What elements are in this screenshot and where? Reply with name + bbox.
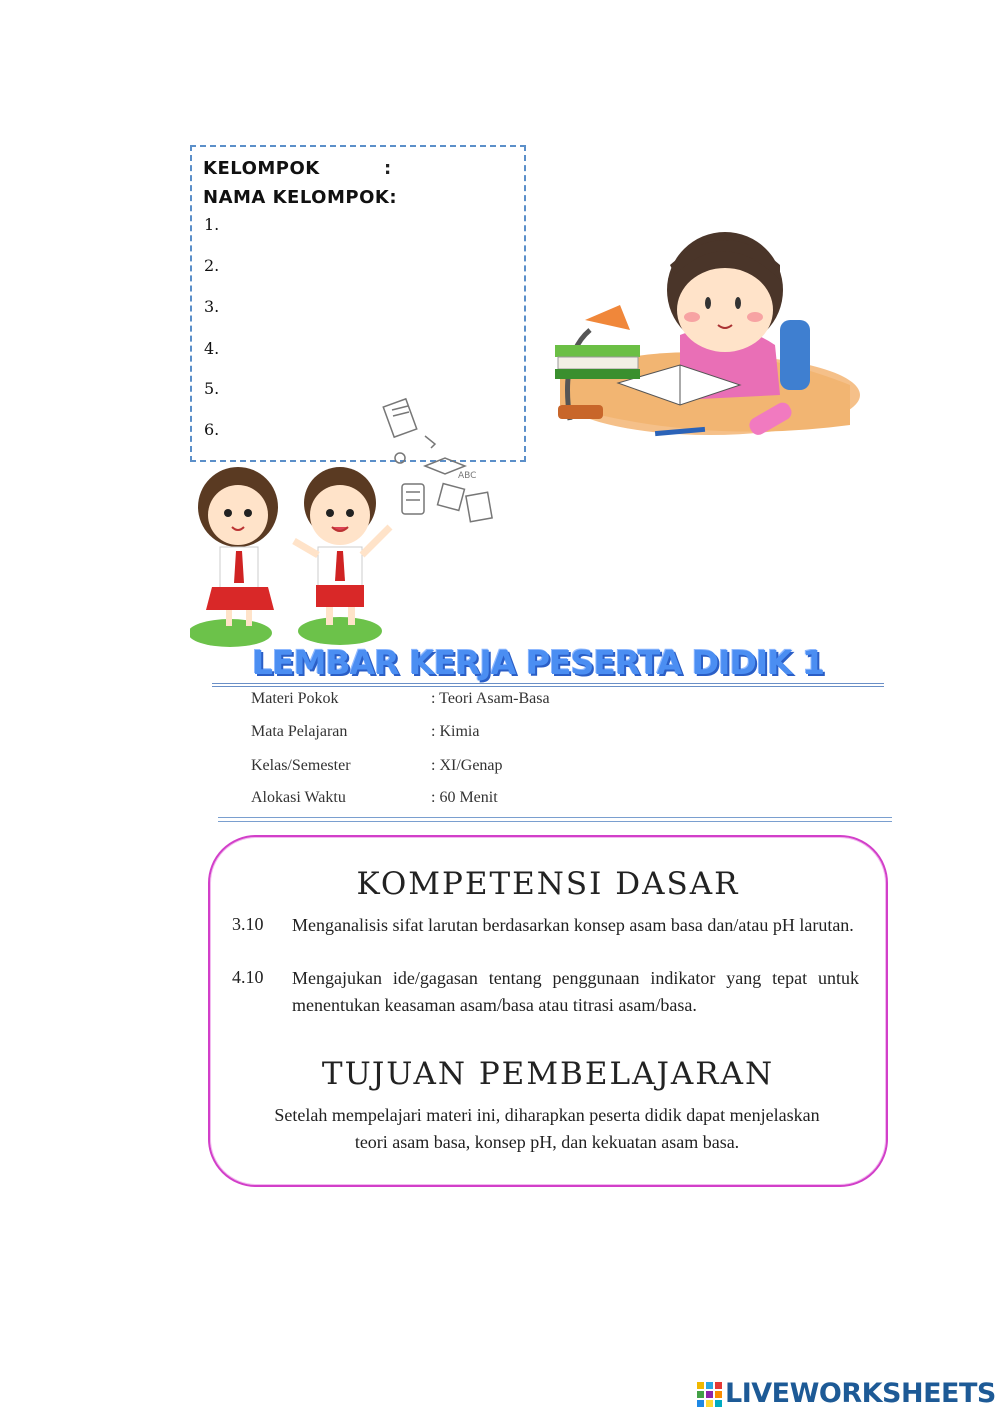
kd-text: Mengajukan ide/gagasan tentang penggunaan indikator yang tepat untuk menentukan keasaman asam/basa atau titrasi asam/basa. <box>292 968 859 1015</box>
member-number: 1. <box>204 215 220 234</box>
title-divider <box>212 686 884 687</box>
member-number: 6. <box>204 420 220 439</box>
member-number: 5. <box>204 379 220 398</box>
title-divider <box>212 683 884 684</box>
liveworksheets-logo-icon <box>697 1382 723 1408</box>
students-waving-illustration <box>190 455 400 650</box>
info-divider <box>218 817 892 818</box>
info-label: Alokasi Waktu <box>251 789 346 806</box>
kompetensi-heading: KOMPETENSI DASAR <box>356 866 740 902</box>
info-label: Kelas/Semester <box>251 757 351 774</box>
kd-text: Menganalisis sifat larutan berdasarkan konsep asam basa dan/atau pH larutan. <box>292 915 854 935</box>
liveworksheets-brand[interactable]: LIVEWORKSHEETS <box>725 1378 996 1409</box>
tujuan-text-line2: teori asam basa, konsep pH, dan kekuatan asam basa. <box>354 1132 740 1152</box>
svg-text:ABC: ABC <box>458 471 477 481</box>
member-number: 2. <box>204 256 220 275</box>
kd-number: 3.10 <box>232 914 264 934</box>
info-divider <box>218 821 892 822</box>
info-label: Materi Pokok <box>251 690 339 707</box>
info-value: : XI/Genap <box>431 757 503 774</box>
student-studying-illustration <box>530 205 860 445</box>
kd-number: 4.10 <box>232 967 264 987</box>
info-value: : 60 Menit <box>431 789 498 806</box>
tujuan-heading: TUJUAN PEMBELAJARAN <box>321 1056 775 1092</box>
worksheet-title: LEMBAR KERJA PESERTA DIDIK 1 <box>252 643 825 682</box>
member-number: 4. <box>204 339 220 358</box>
kelompok-label: KELOMPOK <box>203 158 320 179</box>
nama-kelompok-label: NAMA KELOMPOK: <box>203 187 398 208</box>
info-value: : Kimia <box>431 723 480 740</box>
info-label: Mata Pelajaran <box>251 723 348 740</box>
member-number: 3. <box>204 297 220 316</box>
info-value: : Teori Asam-Basa <box>431 690 550 707</box>
tujuan-text-line1: Setelah mempelajari materi ini, diharapkan peserta didik dapat menjelaskan <box>274 1105 820 1125</box>
kelompok-colon: : <box>384 158 392 179</box>
